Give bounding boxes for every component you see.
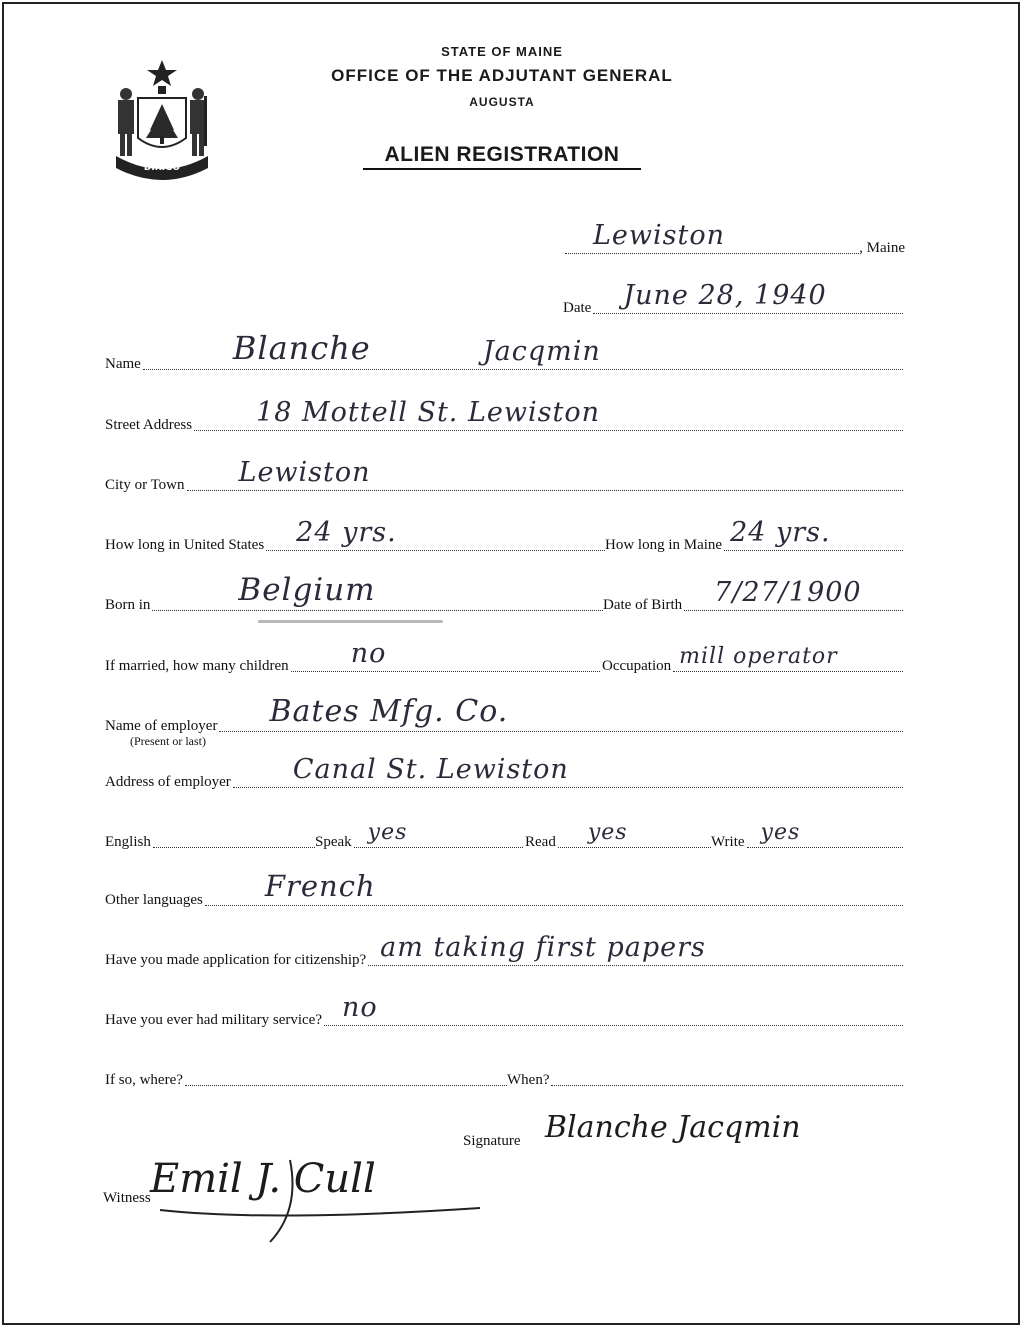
svg-text:DIRIGO: DIRIGO [143, 163, 181, 173]
english-label: English [105, 834, 151, 850]
english-speak-label: Speak [315, 834, 352, 850]
other-languages-label: Other languages [105, 892, 203, 908]
location-value: Lewiston [593, 220, 726, 251]
header-office: OFFICE OF THE ADJUTANT GENERAL [331, 66, 673, 85]
citizenship-value: am taking first papers [380, 932, 706, 963]
form-title: ALIEN REGISTRATION [384, 143, 620, 166]
other-languages-field[interactable] [105, 869, 903, 909]
employer-sublabel: (Present or last) [130, 734, 206, 748]
english-read-value: yes [587, 820, 628, 845]
military-service-field[interactable] [105, 992, 903, 1029]
header-city: AUGUSTA [469, 95, 535, 109]
witness-signature: Emil J. Cull [150, 1156, 376, 1202]
employer-address-value: Canal St. Lewiston [292, 754, 569, 785]
birthplace-field[interactable] [105, 572, 603, 614]
other-languages-value: French [264, 869, 376, 903]
military-service-label: Have you ever had military service? [105, 1012, 322, 1028]
name-field[interactable] [105, 329, 903, 373]
witness-signature-flourish [150, 1150, 510, 1250]
employer-address-field[interactable] [105, 754, 903, 791]
date-label: Date [563, 300, 592, 316]
us-residence-field[interactable] [105, 517, 605, 554]
birthplace-value: Belgium [238, 572, 376, 608]
service-where-field[interactable] [105, 1072, 507, 1089]
employer-field[interactable] [105, 694, 903, 735]
english-speak-field[interactable] [315, 820, 523, 851]
english-write-value: yes [760, 820, 801, 845]
english-field [105, 834, 315, 851]
english-speak-value: yes [367, 820, 408, 845]
employer-value: Bates Mfg. Co. [269, 694, 509, 729]
military-service-value: no [342, 992, 378, 1023]
service-where-label: If so, where? [105, 1072, 183, 1088]
title-underline [363, 168, 641, 170]
employer-address-label: Address of employer [105, 774, 231, 790]
name-last-value: Jacqmin [482, 336, 601, 367]
children-label: If married, how many children [105, 658, 289, 674]
occupation-label: Occupation [602, 658, 672, 674]
date-of-birth-field[interactable] [603, 577, 903, 614]
city-field[interactable] [105, 457, 903, 494]
date-of-birth-value: 7/27/1900 [714, 577, 862, 608]
citizenship-label: Have you made application for citizenship? [105, 952, 367, 968]
employer-label: Name of employer [105, 718, 218, 734]
name-label: Name [105, 356, 141, 372]
location-field[interactable] [565, 220, 905, 257]
birthplace-label: Born in [105, 597, 151, 613]
signature-value: Blanche Jacqmin [545, 1110, 801, 1145]
witness-label: Witness [103, 1190, 151, 1206]
occupation-field[interactable] [602, 644, 903, 675]
service-when-field[interactable] [507, 1072, 903, 1089]
signature-field[interactable] [463, 1133, 543, 1150]
date-field[interactable] [563, 280, 903, 317]
street-address-label: Street Address [105, 417, 193, 433]
us-residence-label: How long in United States [105, 537, 265, 553]
date-of-birth-label: Date of Birth [603, 597, 683, 613]
english-write-label: Write [711, 834, 745, 850]
date-value: June 28, 1940 [623, 280, 827, 311]
name-first-value: Blanche [232, 329, 371, 367]
maine-residence-field[interactable] [605, 517, 903, 554]
city-value: Lewiston [238, 457, 371, 488]
location-suffix: , Maine [859, 240, 905, 256]
citizenship-field[interactable] [105, 932, 903, 969]
children-field[interactable] [105, 638, 600, 675]
maine-residence-label: How long in Maine [605, 537, 723, 553]
us-residence-value: 24 yrs. [296, 517, 397, 548]
service-when-label: When? [507, 1072, 550, 1088]
english-write-field[interactable] [711, 820, 903, 851]
city-label: City or Town [105, 477, 185, 493]
header-state: STATE OF MAINE [441, 44, 563, 59]
maine-residence-value: 24 yrs. [730, 517, 831, 548]
birthplace-underline-mark [258, 620, 443, 623]
english-read-field[interactable] [525, 820, 711, 851]
signature-label: Signature [463, 1133, 521, 1149]
occupation-value: mill operator [679, 644, 838, 669]
street-address-field[interactable] [105, 397, 903, 434]
street-address-value: 18 Mottell St. Lewiston [256, 397, 600, 428]
children-value: no [350, 638, 387, 669]
english-read-label: Read [525, 834, 556, 850]
